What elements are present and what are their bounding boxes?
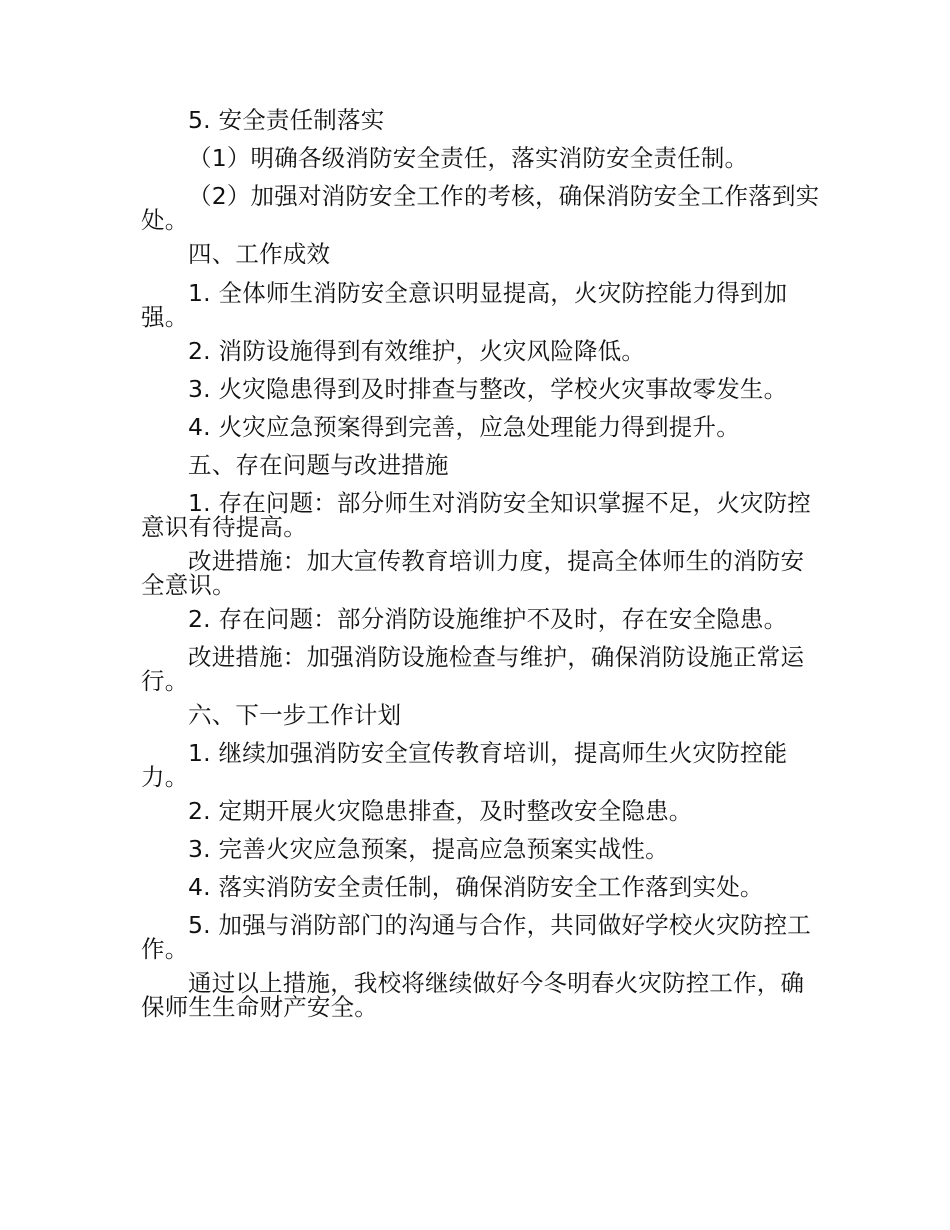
- plan-improve-emergency-plan: 3. 完善火灾应急预案，提高应急预案实战性。: [188, 835, 669, 863]
- result-emergency-plan: 4. 火灾应急预案得到完善，应急处理能力得到提升。: [188, 413, 740, 441]
- problem-maintenance-delay: 2. 存在问题：部分消防设施维护不及时，存在安全隐患。: [188, 605, 788, 633]
- heading-next-plan: 六、下一步工作计划: [188, 701, 402, 729]
- heading-work-results: 四、工作成效: [188, 240, 331, 268]
- closing-statement: 通过以上措施，我校将继续做好今冬明春火灾防控工作，确保师生生命财产安全。: [141, 969, 805, 1021]
- item-clarify-responsibility: （1）明确各级消防安全责任，落实消防安全责任制。: [188, 144, 749, 172]
- improvement-inspection: 改进措施：加强消防设施检查与维护，确保消防设施正常运行。: [141, 643, 805, 695]
- result-facilities-maintained: 2. 消防设施得到有效维护，火灾风险降低。: [188, 337, 646, 365]
- item-responsibility-system: 5. 安全责任制落实: [188, 106, 385, 134]
- plan-regular-inspection: 2. 定期开展火灾隐患排查，及时整改安全隐患。: [188, 797, 693, 825]
- plan-cooperate-fire-department: 5. 加强与消防部门的沟通与合作，共同做好学校火灾防控工作。: [141, 911, 811, 963]
- heading-problems-improvements: 五、存在问题与改进措施: [188, 451, 449, 479]
- item-strengthen-assessment: （2）加强对消防安全工作的考核，确保消防安全工作落到实处。: [141, 182, 820, 234]
- result-awareness-improved: 1. 全体师生消防安全意识明显提高，火灾防控能力得到加强。: [141, 279, 788, 331]
- result-hazards-rectified: 3. 火灾隐患得到及时排查与整改，学校火灾事故零发生。: [188, 375, 788, 403]
- plan-continue-training: 1. 继续加强消防安全宣传教育培训，提高师生火灾防控能力。: [141, 739, 788, 791]
- problem-knowledge-insufficient: 1. 存在问题：部分师生对消防安全知识掌握不足，火灾防控意识有待提高。: [141, 489, 811, 541]
- improvement-training: 改进措施：加大宣传教育培训力度，提高全体师生的消防安全意识。: [141, 547, 805, 599]
- plan-implement-responsibility: 4. 落实消防安全责任制，确保消防安全工作落到实处。: [188, 873, 764, 901]
